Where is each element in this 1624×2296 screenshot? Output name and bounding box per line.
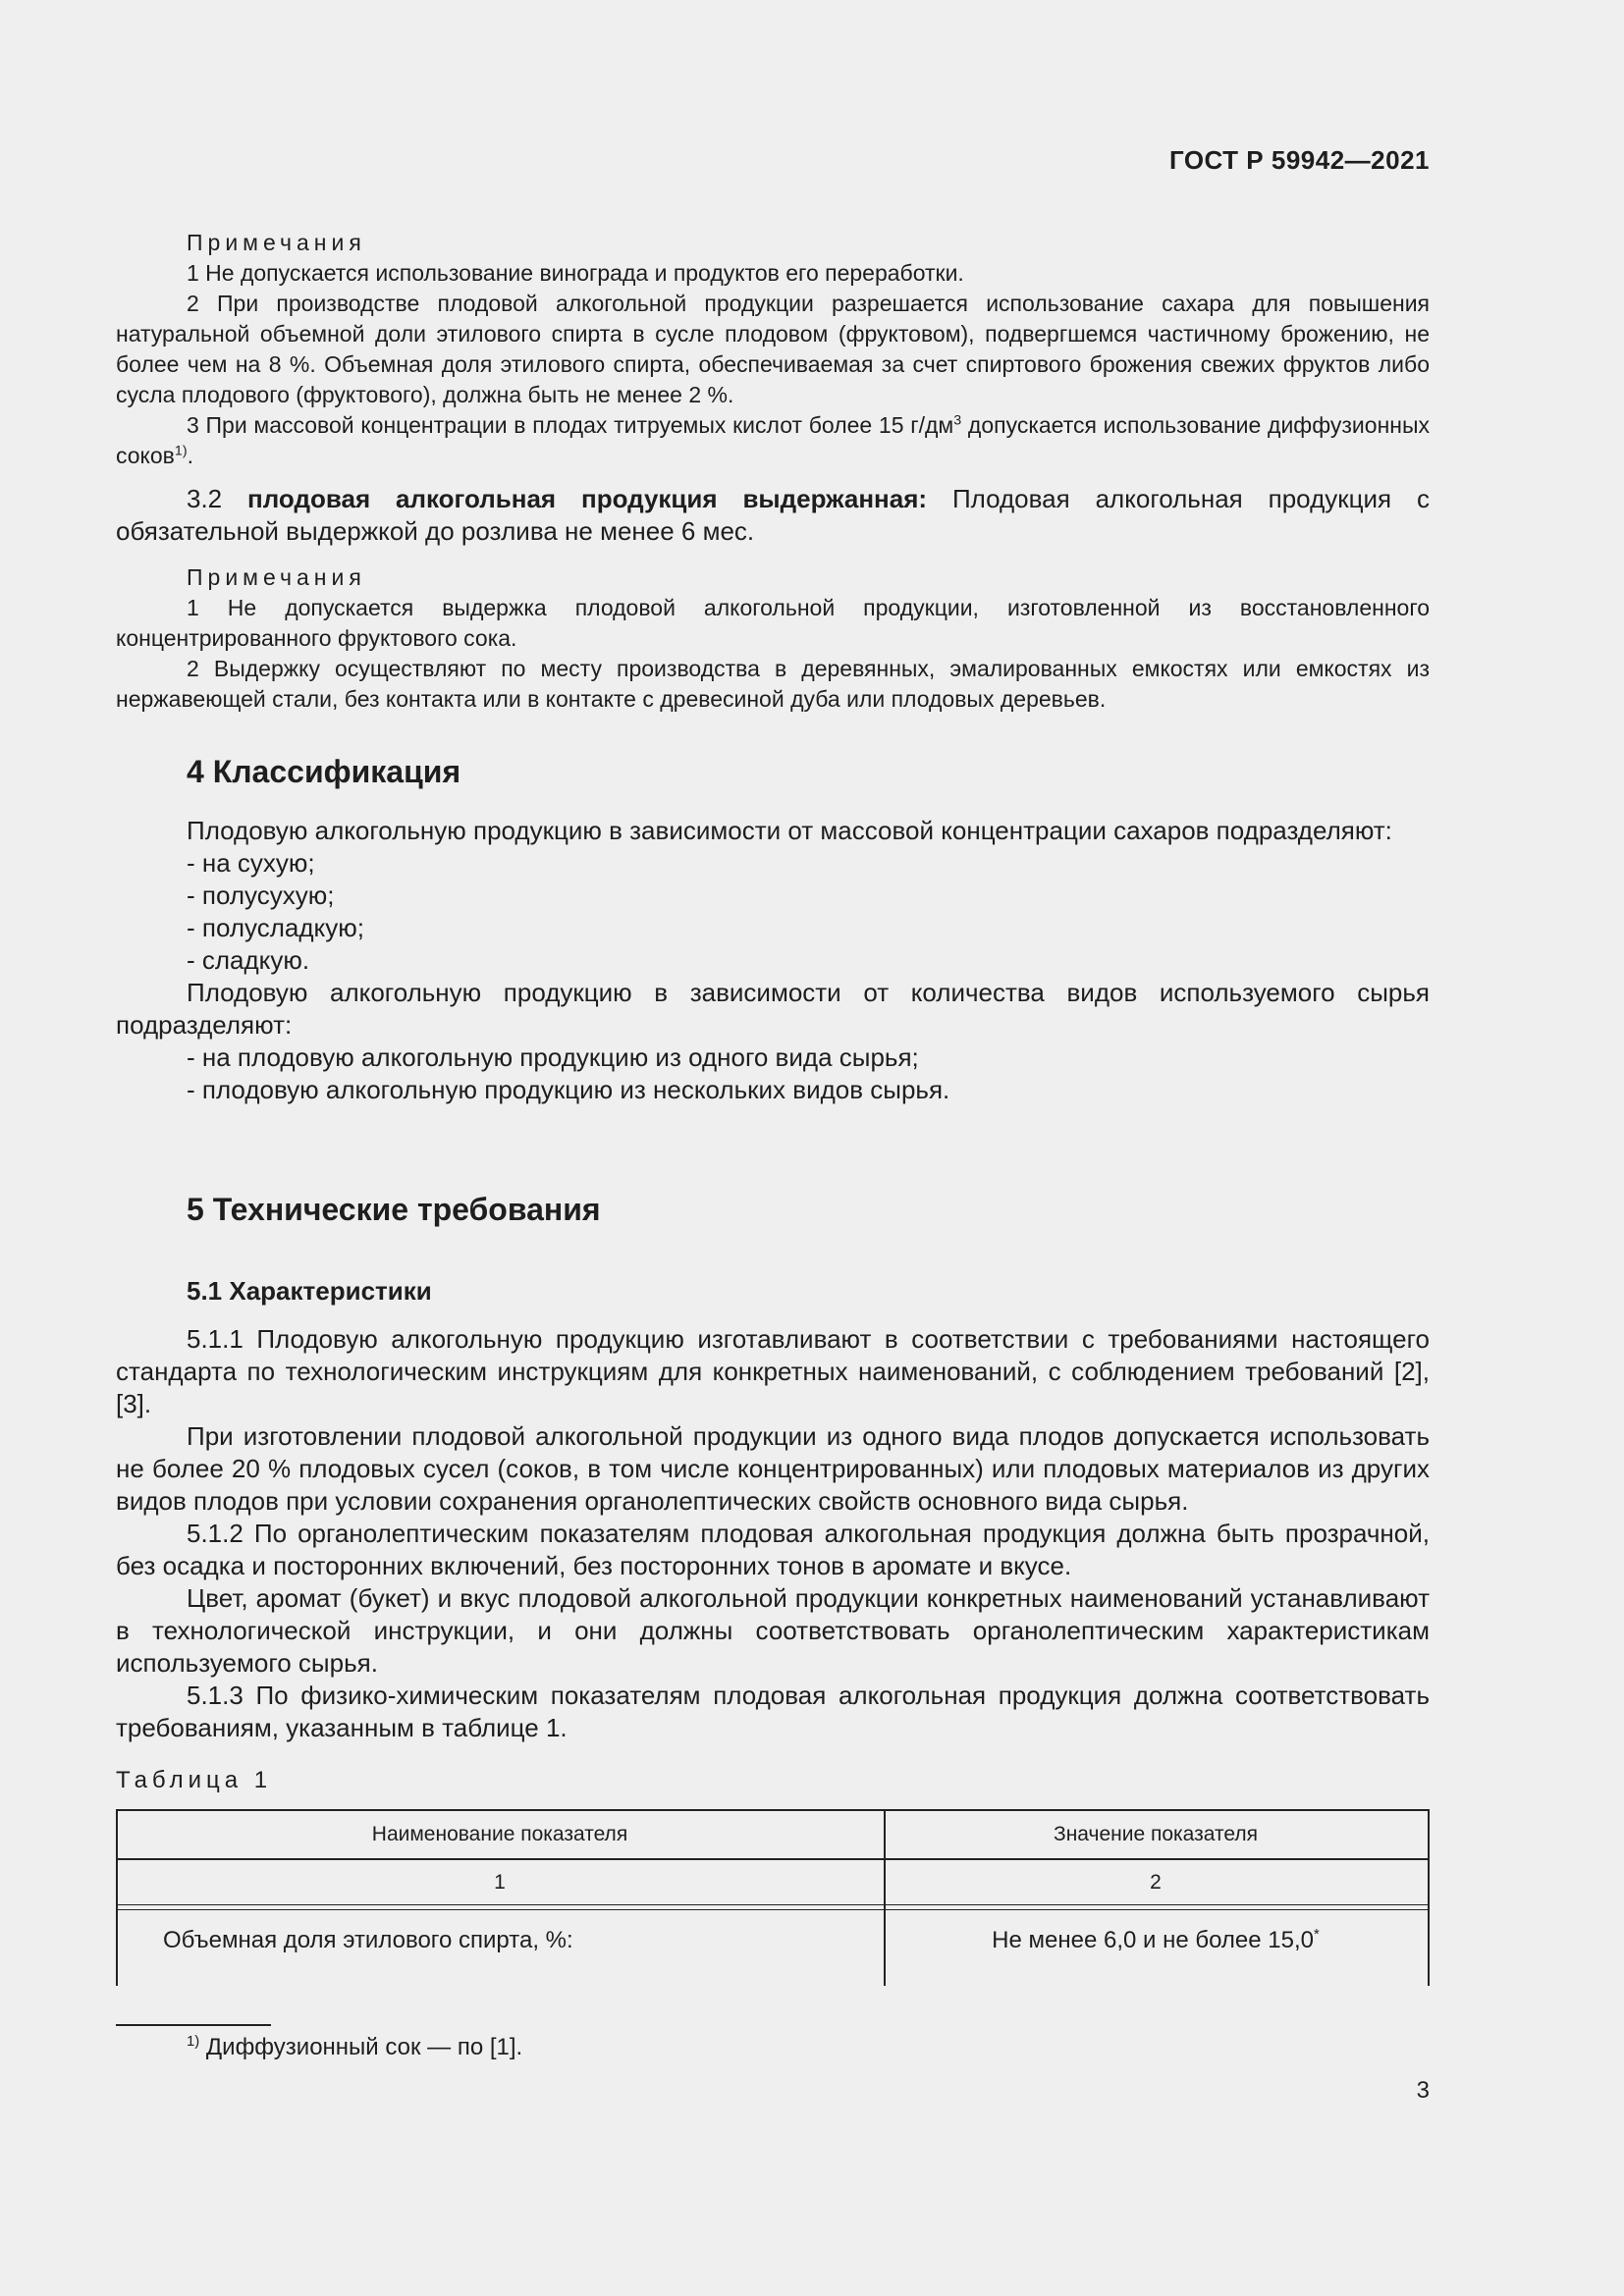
note-item: 1 Не допускается использование винограда и продуктов его переработки. bbox=[187, 260, 964, 286]
paragraph: Плодовую алкогольную продукцию в зависимости от количества видов используемого сырья подразделяют: bbox=[116, 978, 1430, 1040]
paragraph: Плодовую алкогольную продукцию в зависимости от массовой концентрации сахаров подразделяют: bbox=[187, 816, 1392, 845]
list-item: - полусладкую; bbox=[187, 913, 364, 942]
paragraph: 5.1.1 Плодовую алкогольную продукцию изготавливают в соответствии с требованиями настоящего стандарта по технологическим инструкциям для конкретных наименований, с соблюдением требований [2], [3]. bbox=[116, 1324, 1430, 1418]
section-heading: 4 Классификация bbox=[187, 754, 461, 789]
section-heading: 5 Технические требования bbox=[187, 1192, 601, 1227]
definition-3-2: 3.2 плодовая алкогольная продукция выдержанная: Плодовая алкогольная продукция с обязательной выдержкой до розлива не менее 6 мес. bbox=[116, 484, 1430, 546]
section-4-body bbox=[116, 815, 1430, 1106]
list-item: - полусухую; bbox=[187, 881, 335, 910]
paragraph: 5.1.2 По органолептическим показателям плодовая алкогольная продукция должна быть прозрачной, без осадка и посторонних включений, без посторонних тонов в аромате и вкусе. bbox=[116, 1519, 1430, 1580]
paragraph: Цвет, аромат (букет) и вкус плодовой алкогольной продукции конкретных наименований устанавливают в технологической инструкции, и они должны соответствовать органолептическим характеристикам используемого сырья. bbox=[116, 1583, 1430, 1678]
table-column-number: 2 bbox=[1150, 1871, 1162, 1894]
table-1 bbox=[116, 1809, 1430, 1986]
table-cell-indicator: Объемная доля этилового спирта, %: bbox=[163, 1927, 573, 1953]
table-caption: Таблица 1 bbox=[116, 1767, 273, 1793]
paragraph: 5.1.3 По физико-химическим показателям плодовая алкогольная продукция должна соответствовать требованиям, указанным в таблице 1. bbox=[116, 1681, 1430, 1742]
document-header: ГОСТ Р 59942—2021 bbox=[1168, 145, 1430, 175]
defined-term: плодовая алкогольная продукция выдержанная: bbox=[247, 484, 928, 513]
note-item: 3 При массовой концентрации в плодах титруемых кислот более 15 $г/дм^3$ допускается использование диффузионных соков$^{1)}$. bbox=[116, 412, 1431, 468]
table-column-number: 1 bbox=[494, 1871, 506, 1894]
table-cell-value: Не менее 6,0 и не более 15,0* bbox=[992, 1927, 1320, 1953]
notes-block-2 bbox=[116, 562, 1430, 715]
footnote-separator bbox=[116, 2024, 271, 2026]
list-item: - сладкую. bbox=[187, 945, 310, 975]
list-item: - на плодовую алкогольную продукцию из одного вида сырья; bbox=[187, 1042, 919, 1072]
notes-title: Примечания bbox=[187, 564, 366, 590]
table-header-cell: Значение показателя bbox=[1054, 1823, 1258, 1845]
list-item: - на сухую; bbox=[187, 848, 315, 878]
paragraph: При изготовлении плодовой алкогольной продукции из одного вида плодов допускается использовать не более 20 % плодовых сусел (соков, в том числе концентрированных) или плодовых материалов из других видов плодов при условии сохранения органолептических свойств основного вида сырья. bbox=[116, 1421, 1430, 1516]
note-item: 2 Выдержку осуществляют по месту производства в деревянных, эмалированных емкостях или емкостях из нержавеющей стали, без контакта или в контакте с древесиной дуба или плодовых деревьев. bbox=[116, 656, 1430, 712]
subsection-heading: 5.1 Характеристики bbox=[187, 1276, 432, 1306]
page-number: 3 bbox=[1416, 2077, 1430, 2104]
note-item: 2 При производстве плодовой алкогольной продукции разрешается использование сахара для повышения натуральной объемной доли этилового спирта в сусле плодовом (фруктовом), подвергшемся частичному брожению, не более чем на 8 %. Объемная доля этилового спирта, обеспечиваемая за счет спиртового брожения свежих фруктов либо сусла плодового (фруктового), должна быть не менее 2 %. bbox=[116, 291, 1430, 407]
footnote: $^{1)}$ Диффузионный сок — по [1]. bbox=[187, 2034, 523, 2060]
note-item: 1 Не допускается выдержка плодовой алкогольной продукции, изготовленной из восстановленного концентрированного фруктового сока. bbox=[116, 595, 1430, 651]
notes-title: Примечания bbox=[187, 230, 366, 255]
notes-block-1 bbox=[116, 228, 1430, 471]
section-5-body bbox=[116, 1323, 1430, 1744]
footnote-ref: 1) bbox=[174, 443, 188, 459]
table-header-cell: Наименование показателя bbox=[371, 1823, 628, 1845]
list-item: - плодовую алкогольную продукцию из нескольких видов сырья. bbox=[187, 1075, 950, 1104]
